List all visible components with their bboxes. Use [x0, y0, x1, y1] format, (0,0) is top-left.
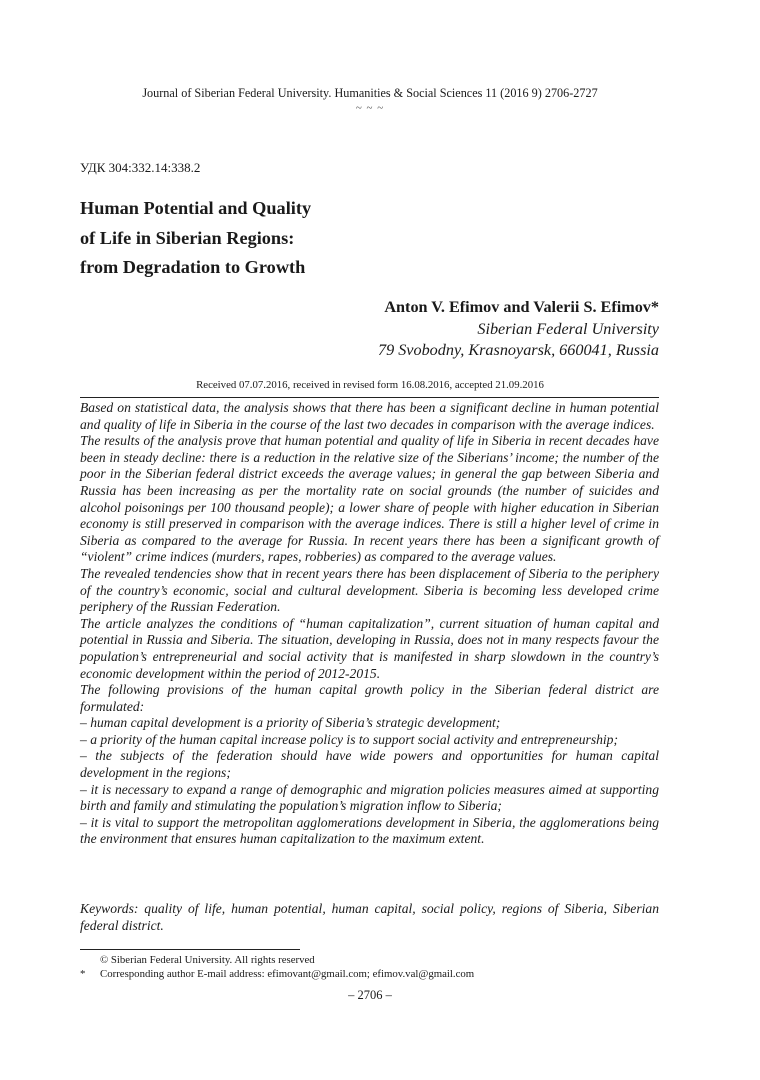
footnote-corresponding-author	[80, 967, 680, 981]
author-affiliation: Siberian Federal University	[477, 319, 659, 338]
footnote-mark: *	[80, 968, 86, 981]
abstract-paragraph: The article analyzes the conditions of “human capitalization”, current situation of human capital and potential in Russia and Siberia. The situation, developing in Russia, does not in many respects favour the population’s entrepreneurial and social activity that is manifested in sharp slowdown in the country’s economic development within the period of 2012-2015.	[80, 615, 659, 681]
abstract-list-item: – it is necessary to expand a range of demographic and migration policies measures aimed at supporting birth and family and stimulating the population’s migration inflow to Siberia;	[80, 781, 659, 814]
abstract-paragraph: The following provisions of the human capital growth policy in the Siberian federal district are formulated:	[80, 682, 659, 714]
udk-code: УДК 304:332.14:338.2	[80, 160, 201, 175]
article-title	[80, 194, 410, 283]
abstract-paragraph: Based on statistical data, the analysis shows that there has been a significant decline in human potential and quality of life in Siberia in the course of the last two decades in comparison with the average indices.	[80, 400, 659, 432]
journal-header: Journal of Siberian Federal University. Humanities & Social Sciences 11 (2016 9) 2706-2727	[142, 86, 598, 100]
author-address: 79 Svobodny, Krasnoyarsk, 660041, Russia	[377, 341, 659, 359]
footnote-text: © Siberian Federal University. All rights reserved	[100, 954, 315, 966]
title-line: Human Potential and Quality	[80, 198, 312, 218]
page-number: – 2706 –	[348, 988, 392, 1002]
abstract-list-item: – a priority of the human capital increase policy is to support social activity and entrepreneurship;	[80, 731, 619, 747]
author-names: Anton V. Efimov and Valerii S. Efimov*	[384, 298, 659, 316]
abstract-divider	[80, 397, 659, 398]
footnote-divider	[80, 949, 300, 950]
title-line: from Degradation to Growth	[80, 257, 306, 277]
abstract	[80, 400, 659, 848]
footnote-copyright	[80, 953, 680, 967]
keywords: Keywords: quality of life, human potential, human capital, social policy, regions of Siberia, Siberian federal district.	[80, 901, 659, 933]
abstract-list-item: – human capital development is a priority of Siberia’s strategic development;	[80, 715, 501, 731]
header-ornament: ~ ~ ~	[355, 102, 385, 114]
author-block	[378, 297, 659, 362]
abstract-list-item: – the subjects of the federation should have wide powers and opportunities for human capital development in the regions;	[80, 748, 659, 781]
footnote-text: Corresponding author E-mail address: efimovant@gmail.com; efimov.val@gmail.com	[100, 968, 475, 981]
abstract-paragraph: The revealed tendencies show that in recent years there has been displacement of Siberia to the periphery of the country’s economic, social and cultural development. Siberia is becoming less developed crime periphery of the Russian Federation.	[80, 565, 659, 615]
title-line: of Life in Siberian Regions:	[80, 227, 295, 248]
footnotes	[80, 953, 680, 982]
footnote-mark	[80, 953, 100, 967]
received-dates: Received 07.07.2016, received in revised form 16.08.2016, accepted 21.09.2016	[196, 379, 544, 391]
abstract-paragraph: The results of the analysis prove that human potential and quality of life in Siberia in recent decades have been in steady decline: there is a reduction in the relative size of the Siberians’ income; the number of the poor in the Siberian federal district exceeds the average values; in general the gap between Siberia and Russia has been increasing as per the mortality rate on social grounds (the number of suicides and alcohol poisonings per 100 thousand people); a lower share of people with higher education in Siberian economy is still preserved in comparison with the average indices. There is still a higher level of crime in Siberia as compared to the average for Russia. In recent years there has been a significant growth of “violent” crime indices (murders, rapes, robberies) as compared to the average values.	[80, 433, 659, 565]
abstract-list-item: – it is vital to support the metropolitan agglomerations development in Siberia, the agglomerations being the environment that ensures human capitalization to the maximum extent.	[80, 814, 659, 847]
